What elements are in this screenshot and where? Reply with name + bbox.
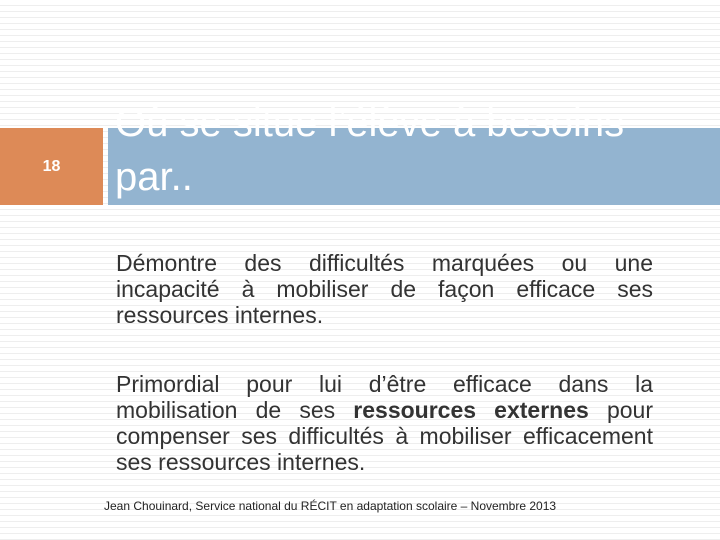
slide-title-line-2: par.. [115, 155, 193, 199]
paragraph-2-end: pour compenser ses difficultés à mobiliser efficacement ses ressources internes. [116, 397, 653, 475]
slide-number-box [0, 128, 103, 205]
slide-title-line-1: Où se situe l’élève à besoins [115, 101, 625, 145]
paragraph-2-start: Primordial pour lui d’être efficace dans la mobilisation de ses [116, 371, 653, 423]
slide-title [115, 96, 720, 205]
paragraph-2-emphasis: ressources externes [353, 397, 589, 423]
footer-credit: Jean Chouinard, Service national du RÉCIT en adaptation scolaire – Novembre 2013 [104, 499, 557, 513]
slide-number: 18 [42, 157, 61, 175]
paragraph-internal-resources: Démontre des difficultés marquées ou une incapacité à mobiliser de façon efficace ses ressources internes. [116, 250, 653, 328]
paragraph-external-resources [116, 371, 653, 475]
